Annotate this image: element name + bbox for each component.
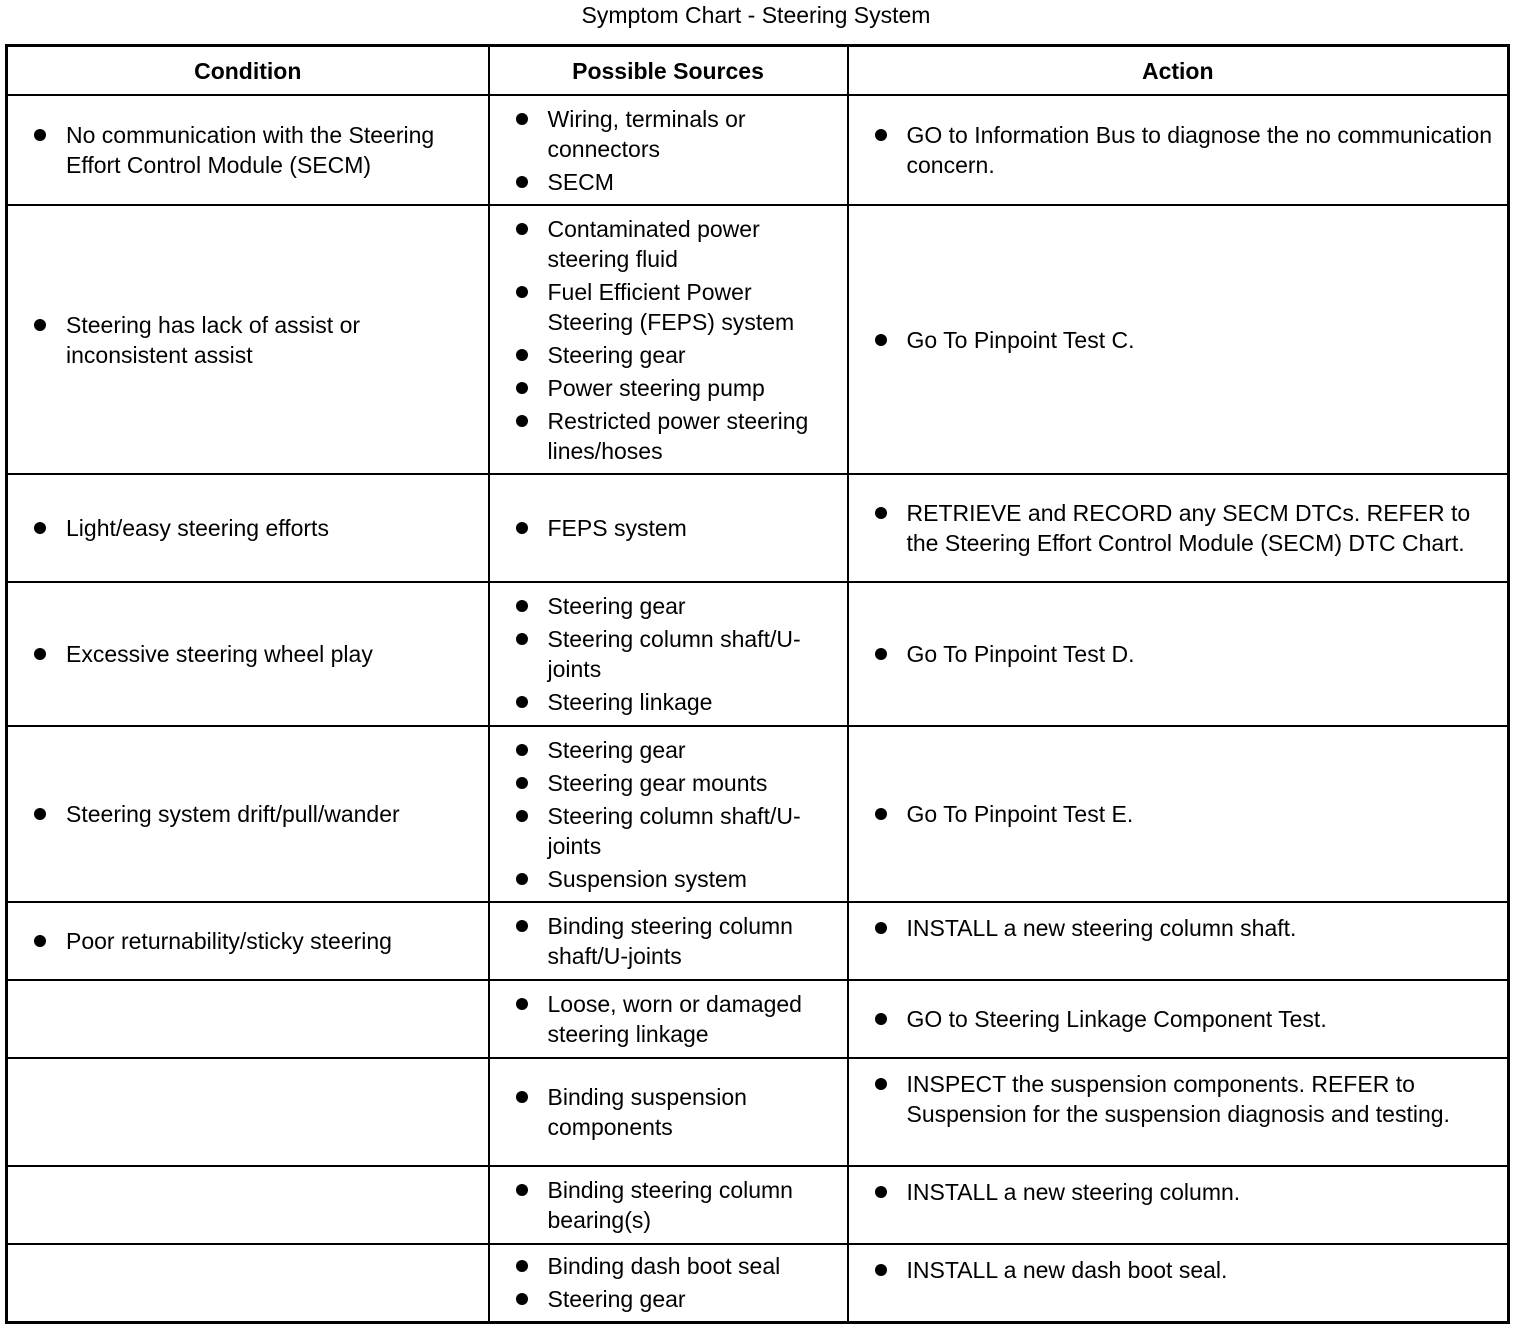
action-cell xyxy=(848,1058,1509,1166)
condition-cell xyxy=(7,1166,489,1244)
condition-item: Steering system drift/pull/wander xyxy=(32,799,482,829)
action-cell xyxy=(848,1244,1509,1322)
sources-cell xyxy=(489,726,848,902)
source-item: Power steering pump xyxy=(514,373,841,403)
condition-cell xyxy=(7,726,489,902)
condition-header: Condition xyxy=(7,46,489,96)
table-row xyxy=(7,1244,1509,1322)
action-cell xyxy=(848,582,1509,726)
source-item: Binding steering column shaft/U-joints xyxy=(514,911,841,971)
sources-cell xyxy=(489,474,848,582)
action-cell xyxy=(848,726,1509,902)
condition-cell xyxy=(7,902,489,980)
symptom-chart-table xyxy=(5,44,1510,1324)
source-item: Steering gear xyxy=(514,340,841,370)
condition-cell xyxy=(7,582,489,726)
action-item: INSPECT the suspension components. REFER to Suspension for the suspension diagnosis and testing. xyxy=(873,1069,1502,1129)
action-cell xyxy=(848,1166,1509,1244)
table-row xyxy=(7,474,1509,582)
source-item: Contaminated power steering fluid xyxy=(514,214,841,274)
source-item: Steering column shaft/U-joints xyxy=(514,624,841,684)
condition-cell xyxy=(7,205,489,474)
sources-cell xyxy=(489,980,848,1058)
action-item: Go To Pinpoint Test C. xyxy=(873,325,1502,355)
table-row xyxy=(7,726,1509,902)
source-item: Binding steering column bearing(s) xyxy=(514,1175,841,1235)
condition-cell xyxy=(7,95,489,205)
condition-item: Steering has lack of assist or inconsistent assist xyxy=(32,310,482,370)
table-row xyxy=(7,902,1509,980)
table-row xyxy=(7,205,1509,474)
table-row xyxy=(7,582,1509,726)
source-item: Steering gear xyxy=(514,591,841,621)
source-item: Suspension system xyxy=(514,864,841,894)
condition-item: No communication with the Steering Effort Control Module (SECM) xyxy=(32,120,482,180)
source-item: SECM xyxy=(514,167,841,197)
source-item: Steering column shaft/U-joints xyxy=(514,801,841,861)
condition-cell xyxy=(7,474,489,582)
table-row xyxy=(7,980,1509,1058)
condition-item: Light/easy steering efforts xyxy=(32,513,482,543)
source-item: Steering linkage xyxy=(514,687,841,717)
source-item: Steering gear mounts xyxy=(514,768,841,798)
condition-cell xyxy=(7,1058,489,1166)
action-item: GO to Steering Linkage Component Test. xyxy=(873,1004,1502,1034)
action-item: GO to Information Bus to diagnose the no communication concern. xyxy=(873,120,1502,180)
source-item: Wiring, terminals or connectors xyxy=(514,104,841,164)
action-header: Action xyxy=(848,46,1509,96)
condition-cell xyxy=(7,980,489,1058)
source-item: Steering gear xyxy=(514,1284,841,1314)
sources-cell xyxy=(489,95,848,205)
source-item: Binding suspension components xyxy=(514,1082,841,1142)
table-row xyxy=(7,95,1509,205)
sources-cell xyxy=(489,205,848,474)
action-cell xyxy=(848,95,1509,205)
source-item: Binding dash boot seal xyxy=(514,1251,841,1281)
action-item: INSTALL a new steering column. xyxy=(873,1177,1502,1207)
source-item: Loose, worn or damaged steering linkage xyxy=(514,989,841,1049)
table-row xyxy=(7,1058,1509,1166)
sources-cell xyxy=(489,1058,848,1166)
table-row xyxy=(7,1166,1509,1244)
action-cell xyxy=(848,474,1509,582)
sources-cell xyxy=(489,902,848,980)
condition-cell xyxy=(7,1244,489,1322)
sources-cell xyxy=(489,1166,848,1244)
condition-item: Excessive steering wheel play xyxy=(32,639,482,669)
chart-title: Symptom Chart - Steering System xyxy=(581,2,931,28)
source-item: Fuel Efficient Power Steering (FEPS) system xyxy=(514,277,841,337)
action-cell xyxy=(848,205,1509,474)
condition-item: Poor returnability/sticky steering xyxy=(32,926,482,956)
action-item: INSTALL a new dash boot seal. xyxy=(873,1255,1502,1285)
action-item: Go To Pinpoint Test D. xyxy=(873,639,1502,669)
action-cell xyxy=(848,980,1509,1058)
sources-cell xyxy=(489,582,848,726)
action-cell xyxy=(848,902,1509,980)
sources-cell xyxy=(489,1244,848,1322)
source-item: FEPS system xyxy=(514,513,841,543)
action-item: Go To Pinpoint Test E. xyxy=(873,799,1502,829)
possible-sources-header: Possible Sources xyxy=(489,46,848,96)
table-header-row xyxy=(7,46,1509,96)
action-item: INSTALL a new steering column shaft. xyxy=(873,913,1502,943)
action-item: RETRIEVE and RECORD any SECM DTCs. REFER to the Steering Effort Control Module (SECM) DTC Chart. xyxy=(873,498,1502,558)
source-item: Restricted power steering lines/hoses xyxy=(514,406,841,466)
source-item: Steering gear xyxy=(514,735,841,765)
